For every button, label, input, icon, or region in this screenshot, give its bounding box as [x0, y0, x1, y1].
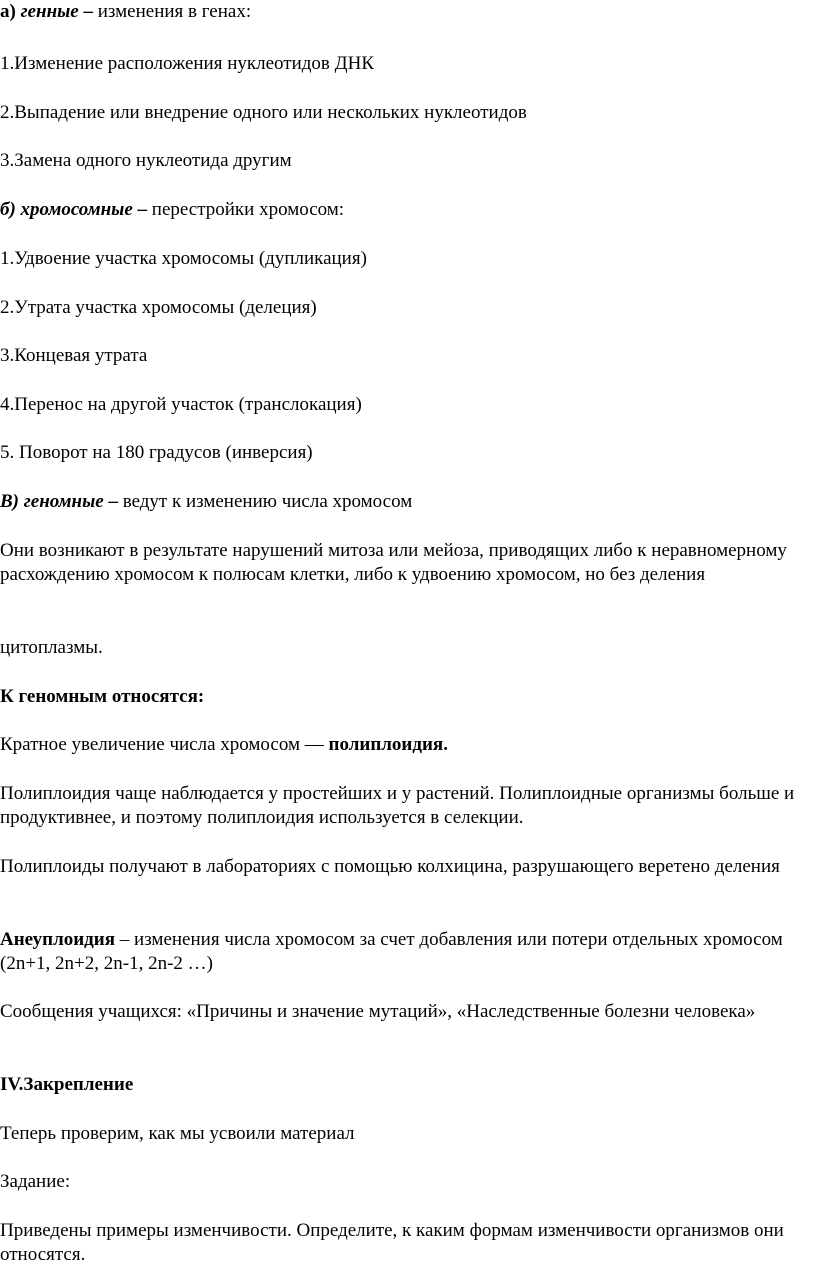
genomic-mutations-heading — [0, 490, 808, 514]
chrom-item-4: 4.Перенос на другой участок (транслокация) — [0, 394, 362, 415]
chromosomal-mutations-heading — [0, 198, 808, 222]
chrom-item-2: 2.Утрата участка хромосомы (делеция) — [0, 297, 317, 318]
gene-mutations-heading — [0, 0, 808, 24]
polyploidy-text: Кратное увеличение числа хромосом — — [0, 734, 329, 755]
polyploidy-definition — [0, 733, 808, 757]
colchicine-note: Полиплоиды получают в лабораториях с помощью колхицина, разрушающего веретено деления — [0, 856, 780, 877]
gene-item-1: 1.Изменение расположения нуклеотидов ДНК — [0, 53, 374, 74]
gene-term: генные — [20, 1, 79, 22]
polyploidy-term: полиплоидия. — [328, 734, 448, 755]
task-label: Задание: — [0, 1171, 71, 1192]
aneuploidy-term: Анеуплоидия — [0, 929, 116, 950]
polyploidy-note: Полиплоидия чаще наблюдается у простейших и у растений. Полиплоидные организмы больше и продуктивнее, и поэтому полиплоидия используется в селекции. — [0, 783, 795, 828]
gene-dash: – — [78, 1, 93, 22]
genomic-dash: – — [103, 491, 118, 512]
genomic-description: ведут к изменению числа хромосом — [117, 491, 413, 512]
chromosomal-dash: – — [132, 199, 148, 220]
chromosomal-term: б) хромосомные — [0, 199, 133, 220]
gene-item-2: 2.Выпадение или внедрение одного или нескольких нуклеотидов — [0, 102, 527, 123]
student-reports: Сообщения учащихся: «Причины и значение мутаций», «Наследственные болезни человека» — [0, 1001, 756, 1022]
check-text: Теперь проверим, как мы усвоили материал — [0, 1123, 355, 1144]
task-text: Приведены примеры изменчивости. Определите, к каким формам изменчивости организмов они относятся. — [0, 1220, 784, 1265]
chrom-item-1: 1.Удвоение участка хромосомы (дупликация) — [0, 248, 367, 269]
genomic-term: В) геномные — [0, 491, 104, 512]
chromosomal-description: перестройки хромосом: — [147, 199, 345, 220]
gene-prefix: а) — [0, 1, 21, 22]
chrom-item-3: 3.Концевая утрата — [0, 345, 148, 366]
section-iv-heading: IV.Закрепление — [0, 1074, 134, 1095]
cause-paragraph: Они возникают в результате нарушений митоза или мейоза, приводящих либо к неравномерному расхождению хромосом к полюсам клетки, либо к удвоению хромосом, но без деления — [0, 540, 787, 585]
gene-item-3: 3.Замена одного нуклеотида другим — [0, 150, 292, 171]
gene-description: изменения в генах: — [93, 1, 252, 22]
chrom-item-5: 5. Поворот на 180 градусов (инверсия) — [0, 442, 313, 463]
cause-continuation: цитоплазмы. — [0, 637, 103, 658]
aneuploidy-definition — [0, 928, 808, 976]
aneuploidy-text: – изменения числа хромосом за счет добавления или потери отдельных хромосом (2n+1, 2n+2, 2n-1, 2n-2 …) — [0, 929, 783, 974]
genomic-types-heading: К геномным относятся: — [0, 686, 205, 707]
